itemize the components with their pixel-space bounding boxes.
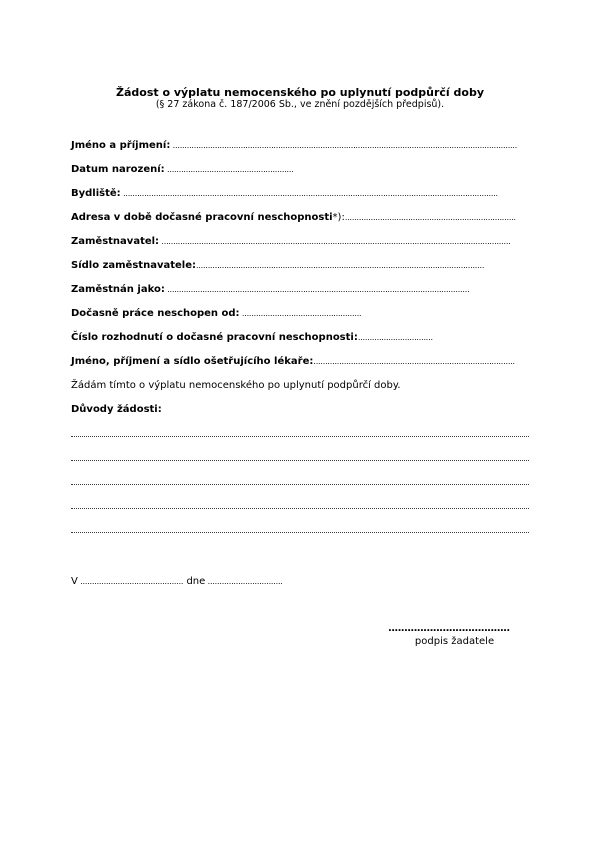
reasons-line-4[interactable] bbox=[71, 507, 529, 509]
field-position[interactable] bbox=[71, 284, 522, 296]
field-decision-number-label: Číslo rozhodnutí o dočasné pracovní neschopnosti: bbox=[71, 332, 358, 343]
signature-label: podpis žadatele bbox=[414, 636, 495, 647]
field-incapacity-from[interactable] bbox=[71, 308, 363, 320]
field-employer-label: Zaměstnavatel: bbox=[71, 236, 160, 247]
field-residence[interactable] bbox=[71, 188, 529, 200]
document-title: Žádost o výplatu nemocenského po uplynutí podpůrčí doby bbox=[115, 86, 484, 99]
request-statement: Žádám tímto o výplatu nemocenského po uplynutí podpůrčí doby. bbox=[71, 380, 401, 391]
reasons-line-5[interactable] bbox=[71, 531, 529, 533]
document-subtitle: (§ 27 zákona č. 187/2006 Sb., ve znění pozdějších předpisů). bbox=[155, 99, 445, 110]
signature-line[interactable]: ...................................... bbox=[388, 623, 510, 634]
field-decision-number[interactable] bbox=[71, 332, 433, 344]
field-incapacity-from-label: Dočasně práce neschopen od: bbox=[71, 308, 240, 319]
field-position-dots: ................................................................................................................................. bbox=[164, 285, 470, 294]
field-birth-date[interactable] bbox=[71, 164, 321, 176]
field-temporary-address-label-text: Adresa v době dočasné pracovní neschopnosti bbox=[71, 212, 333, 223]
field-temporary-address-label bbox=[71, 212, 345, 223]
reasons-line-1[interactable] bbox=[71, 435, 529, 437]
field-birth-date-dots: ...................................................... bbox=[164, 165, 294, 174]
field-residence-label: Bydliště: bbox=[71, 188, 121, 199]
field-employer-dots: ..................................................................................................................................................... bbox=[159, 237, 511, 246]
field-employer-seat-dots: ........................................................................................................................... bbox=[195, 261, 485, 270]
reasons-line-2[interactable] bbox=[71, 459, 529, 461]
date-prefix: dne bbox=[183, 576, 206, 587]
field-temporary-address[interactable] bbox=[71, 212, 523, 224]
field-doctor-label: Jméno, příjmení a sídlo ošetřujícího lékaře: bbox=[71, 356, 314, 367]
field-temporary-address-dots: ......................................................................... bbox=[344, 213, 516, 222]
field-position-label: Zaměstnán jako: bbox=[71, 284, 165, 295]
field-name-dots: ................................................................................................................................................... bbox=[170, 141, 518, 150]
reasons-line-3[interactable] bbox=[71, 483, 529, 485]
field-employer[interactable] bbox=[71, 236, 529, 248]
reasons-label: Důvody žádosti: bbox=[71, 404, 162, 415]
field-employer-seat-label: Sídlo zaměstnavatele: bbox=[71, 260, 196, 271]
field-birth-date-label: Datum narození: bbox=[71, 164, 165, 175]
field-doctor-dots: ...................................................................................... bbox=[313, 357, 515, 366]
place-date-line[interactable] bbox=[71, 576, 283, 588]
field-decision-number-dots: ................................ bbox=[357, 333, 433, 342]
field-incapacity-from-dots: ................................................... bbox=[239, 309, 362, 318]
field-employer-seat[interactable] bbox=[71, 260, 519, 272]
place-prefix: V bbox=[71, 576, 78, 587]
date-dots: ................................ bbox=[205, 577, 283, 586]
field-residence-dots: ................................................................................................................................................................ bbox=[120, 189, 498, 198]
field-name[interactable] bbox=[71, 140, 529, 152]
footnote-marker: *): bbox=[332, 212, 345, 223]
field-doctor[interactable] bbox=[71, 356, 525, 368]
field-name-label: Jméno a příjmení: bbox=[71, 140, 171, 151]
place-dots: ............................................ bbox=[77, 577, 184, 586]
